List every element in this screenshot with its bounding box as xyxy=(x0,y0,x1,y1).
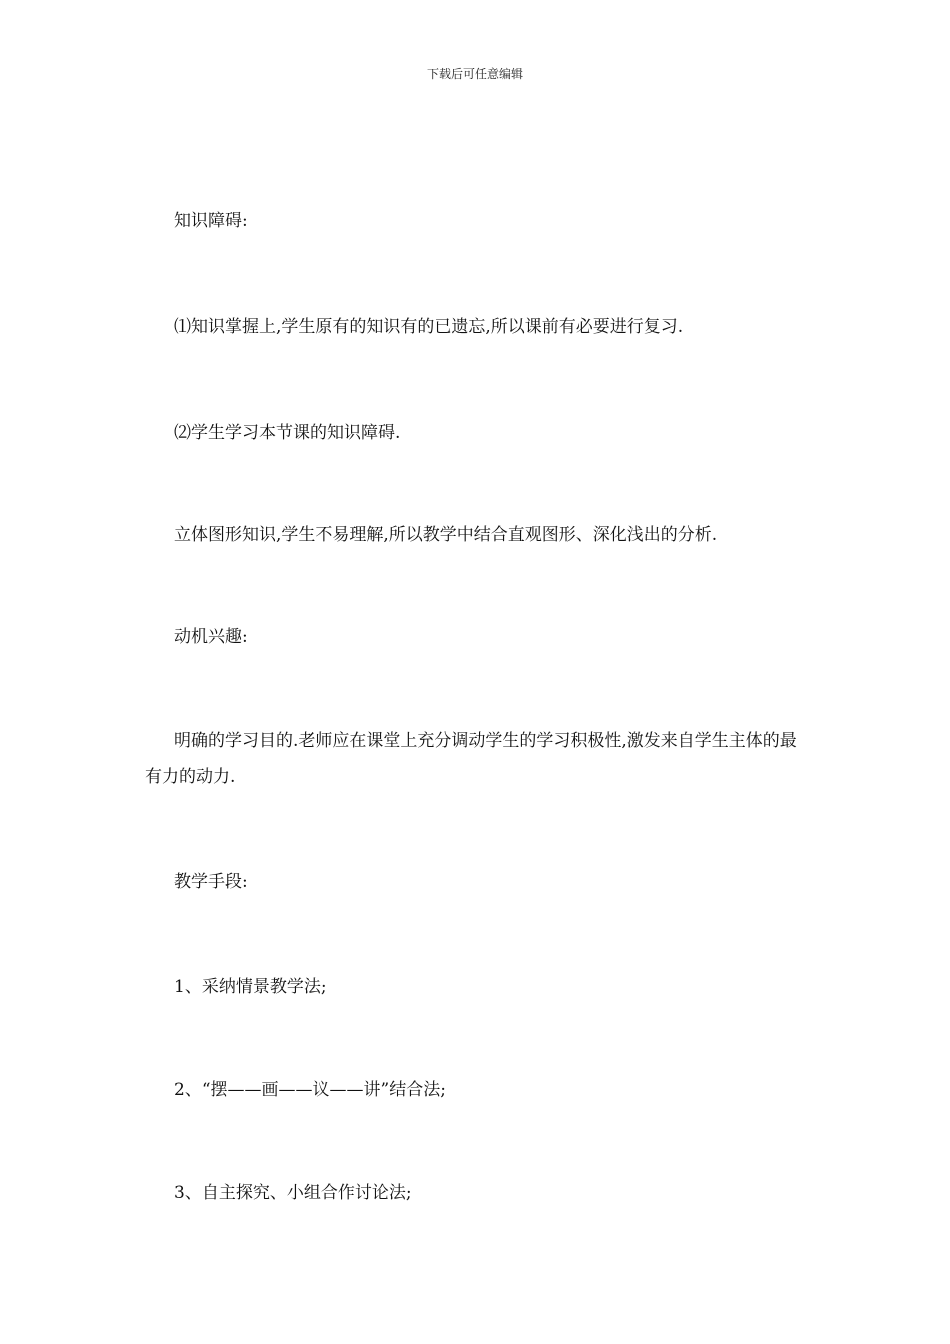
paragraph-item-1: ⑴知识掌握上,学生原有的知识有的已遗忘,所以课前有必要进行复习. xyxy=(174,317,684,337)
paragraph-solid-figures: 立体图形知识,学生不易理解,所以教学中结合直观图形、深化浅出的分析. xyxy=(174,525,718,545)
heading-knowledge-obstacles: 知识障碍: xyxy=(174,211,248,231)
heading-teaching-methods: 教学手段: xyxy=(174,872,248,892)
heading-motivation-interest: 动机兴趣: xyxy=(174,627,248,647)
list-item-method-2: 2、“摆——画——议——讲”结合法; xyxy=(174,1080,446,1100)
paragraph-item-2: ⑵学生学习本节课的知识障碍. xyxy=(174,423,401,443)
page-header: 下载后可任意编辑 xyxy=(426,67,523,81)
list-item-method-1: 1、采纳情景教学法; xyxy=(174,977,327,997)
list-item-method-3: 3、自主探究、小组合作讨论法; xyxy=(174,1183,412,1203)
paragraph-learning-goal: 明确的学习目的.老师应在课堂上充分调动学生的学习积极性,激发来自学生主体的最有力的动力. xyxy=(145,731,797,787)
